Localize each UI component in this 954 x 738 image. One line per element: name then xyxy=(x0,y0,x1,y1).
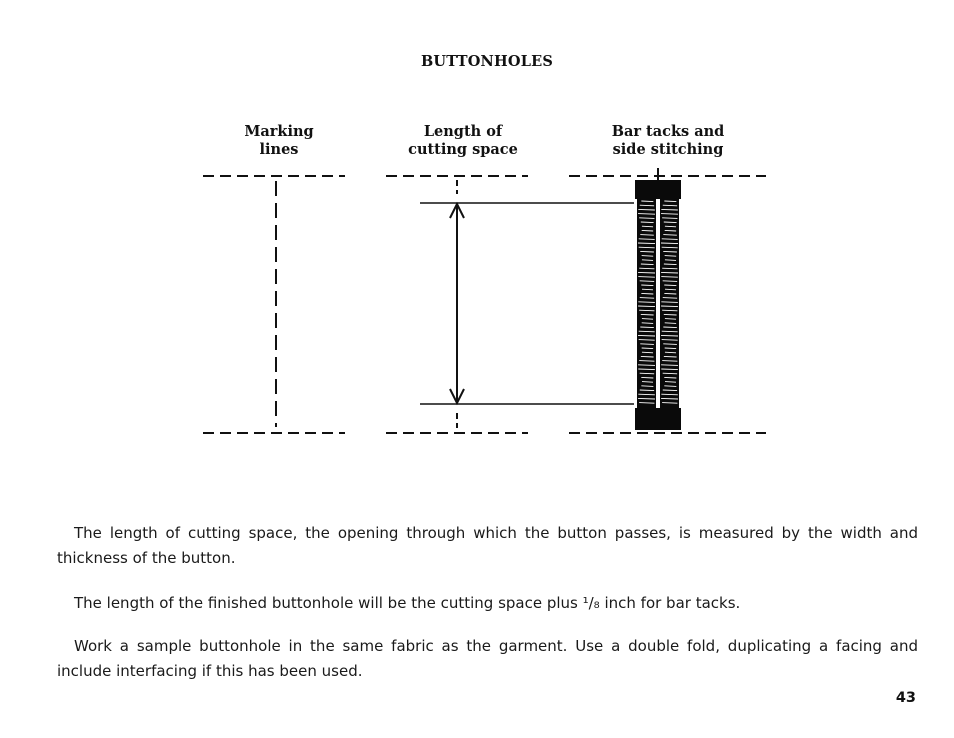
stitch-gap xyxy=(663,298,677,299)
label-bartack-line-2: side stitching xyxy=(612,141,724,158)
label-length-line-2: cutting space xyxy=(408,141,518,158)
stitch-gap xyxy=(664,386,676,387)
stitch-gap xyxy=(638,394,654,395)
cutting-space-figure xyxy=(386,176,634,433)
stitch-gap xyxy=(665,230,676,231)
stitch-gap xyxy=(641,356,654,357)
stitch-gap xyxy=(641,377,653,378)
stitch-gap xyxy=(662,403,677,404)
stitch-gap xyxy=(663,235,677,236)
stitch-gap xyxy=(664,264,677,265)
paragraph-cutting-space: The length of cutting space, the opening through which the button passes, is measured by the width and thickness of the button. xyxy=(57,524,918,567)
stitch-gap xyxy=(665,319,676,320)
stitch-gap xyxy=(663,390,677,391)
stitch-gap xyxy=(664,377,676,378)
side-stitching-left xyxy=(637,199,656,408)
stitch-gap xyxy=(642,319,653,320)
stitch-gap xyxy=(642,352,653,353)
stitch-gap xyxy=(641,293,653,294)
side-stitching-right xyxy=(660,199,679,408)
marking-lines-figure xyxy=(203,176,345,433)
stitch-gap xyxy=(640,327,654,328)
stitch-gap xyxy=(665,323,676,324)
stitch-gap xyxy=(641,314,654,315)
stitch-gap xyxy=(639,340,655,341)
stitch-gap xyxy=(638,335,655,336)
stitch-gap xyxy=(663,344,677,345)
stitch-gap xyxy=(665,289,676,290)
stitch-gap xyxy=(638,209,654,210)
stitch-gap xyxy=(638,272,655,273)
stitch-gap xyxy=(642,256,654,257)
bar-tack-bottom xyxy=(635,408,681,430)
stitch-gap xyxy=(640,298,654,299)
stitch-gap xyxy=(661,365,678,366)
stitch-gap xyxy=(661,272,678,273)
label-marking-line-2: lines xyxy=(259,141,299,158)
stitch-gap xyxy=(662,361,677,362)
stitch-gap xyxy=(639,268,654,269)
stitch-gap xyxy=(640,251,654,252)
stitch-gap xyxy=(663,281,677,282)
stitch-gap xyxy=(661,335,678,336)
stitch-gap xyxy=(639,403,654,404)
stitch-gap xyxy=(663,373,677,374)
stitch-gap xyxy=(642,260,653,261)
stitch-gap xyxy=(664,314,677,315)
stitch-gap xyxy=(638,302,654,303)
stitch-gap xyxy=(663,205,677,206)
stitch-gap xyxy=(641,201,653,202)
stitch-gap xyxy=(661,277,678,278)
stitch-gap xyxy=(664,285,676,286)
stitch-gap xyxy=(639,310,654,311)
stitch-gap xyxy=(640,205,654,206)
stitch-gap xyxy=(638,214,655,215)
stitch-gap xyxy=(642,348,654,349)
stitch-gap xyxy=(664,222,677,223)
stitch-gap xyxy=(640,344,654,345)
stitch-gap xyxy=(661,398,678,399)
stitch-gap xyxy=(638,369,655,370)
stitch-gap xyxy=(641,285,653,286)
stitch-gap xyxy=(642,226,653,227)
stitch-gap xyxy=(638,243,655,244)
stitch-gap xyxy=(662,247,678,248)
stitch-gap xyxy=(639,218,654,219)
stitch-gap xyxy=(639,331,655,332)
paragraph-sample: Work a sample buttonhole in the same fabric as the garment. Use a double fold, duplicating a facing and include interfacing if this has been used. xyxy=(57,637,918,680)
stitch-gap xyxy=(638,365,655,366)
stitch-gap xyxy=(642,230,653,231)
stitch-gap xyxy=(639,247,655,248)
stitch-gap xyxy=(661,214,678,215)
stitch-gap xyxy=(641,386,653,387)
stitch-gap xyxy=(661,394,677,395)
page-title: BUTTONHOLES xyxy=(420,53,554,70)
stitch-gap xyxy=(640,373,654,374)
stitch-gap xyxy=(665,226,676,227)
stitch-gap xyxy=(661,306,678,307)
stitch-gap xyxy=(641,264,654,265)
stitch-gap xyxy=(638,398,655,399)
bar-tack-figure xyxy=(569,168,766,433)
stitch-gap xyxy=(640,390,654,391)
label-bartack-line-1: Bar tacks and xyxy=(611,123,725,140)
stitch-gap xyxy=(661,243,678,244)
stitch-gap xyxy=(665,260,676,261)
stitch-gap xyxy=(663,251,677,252)
stitch-gap xyxy=(640,235,654,236)
stitch-gap xyxy=(640,281,654,282)
stitch-gap xyxy=(661,369,678,370)
stitch-gap xyxy=(663,327,677,328)
stitch-gap xyxy=(665,382,676,383)
bar-tack-top xyxy=(635,180,681,199)
label-length-line-1: Length of xyxy=(423,123,503,140)
stitch-gap xyxy=(661,302,677,303)
stitch-gap xyxy=(664,356,677,357)
stitch-gap xyxy=(662,310,677,311)
stitch-gap xyxy=(638,277,655,278)
stitch-gap xyxy=(642,382,653,383)
stitch-gap xyxy=(662,331,678,332)
stitch-gap xyxy=(665,348,677,349)
stitch-gap xyxy=(642,289,653,290)
stitch-gap xyxy=(639,361,654,362)
stitch-gap xyxy=(664,201,676,202)
stitch-gap xyxy=(662,218,677,219)
page-number: 43 xyxy=(895,690,916,706)
stitch-gap xyxy=(662,239,678,240)
stitch-gap xyxy=(664,293,676,294)
stitch-gap xyxy=(662,268,677,269)
paragraph-finished-length: The length of the finished buttonhole will be the cutting space plus ¹/₈ inch for bar tacks. xyxy=(74,594,741,612)
stitch-gap xyxy=(642,323,653,324)
stitch-gap xyxy=(638,306,655,307)
stitch-gap xyxy=(639,239,655,240)
stitch-gap xyxy=(662,340,678,341)
stitch-gap xyxy=(641,222,654,223)
stitch-gap xyxy=(665,256,677,257)
stitch-gap xyxy=(665,352,676,353)
label-marking-line-1: Marking xyxy=(244,123,314,140)
stitch-gap xyxy=(661,209,677,210)
